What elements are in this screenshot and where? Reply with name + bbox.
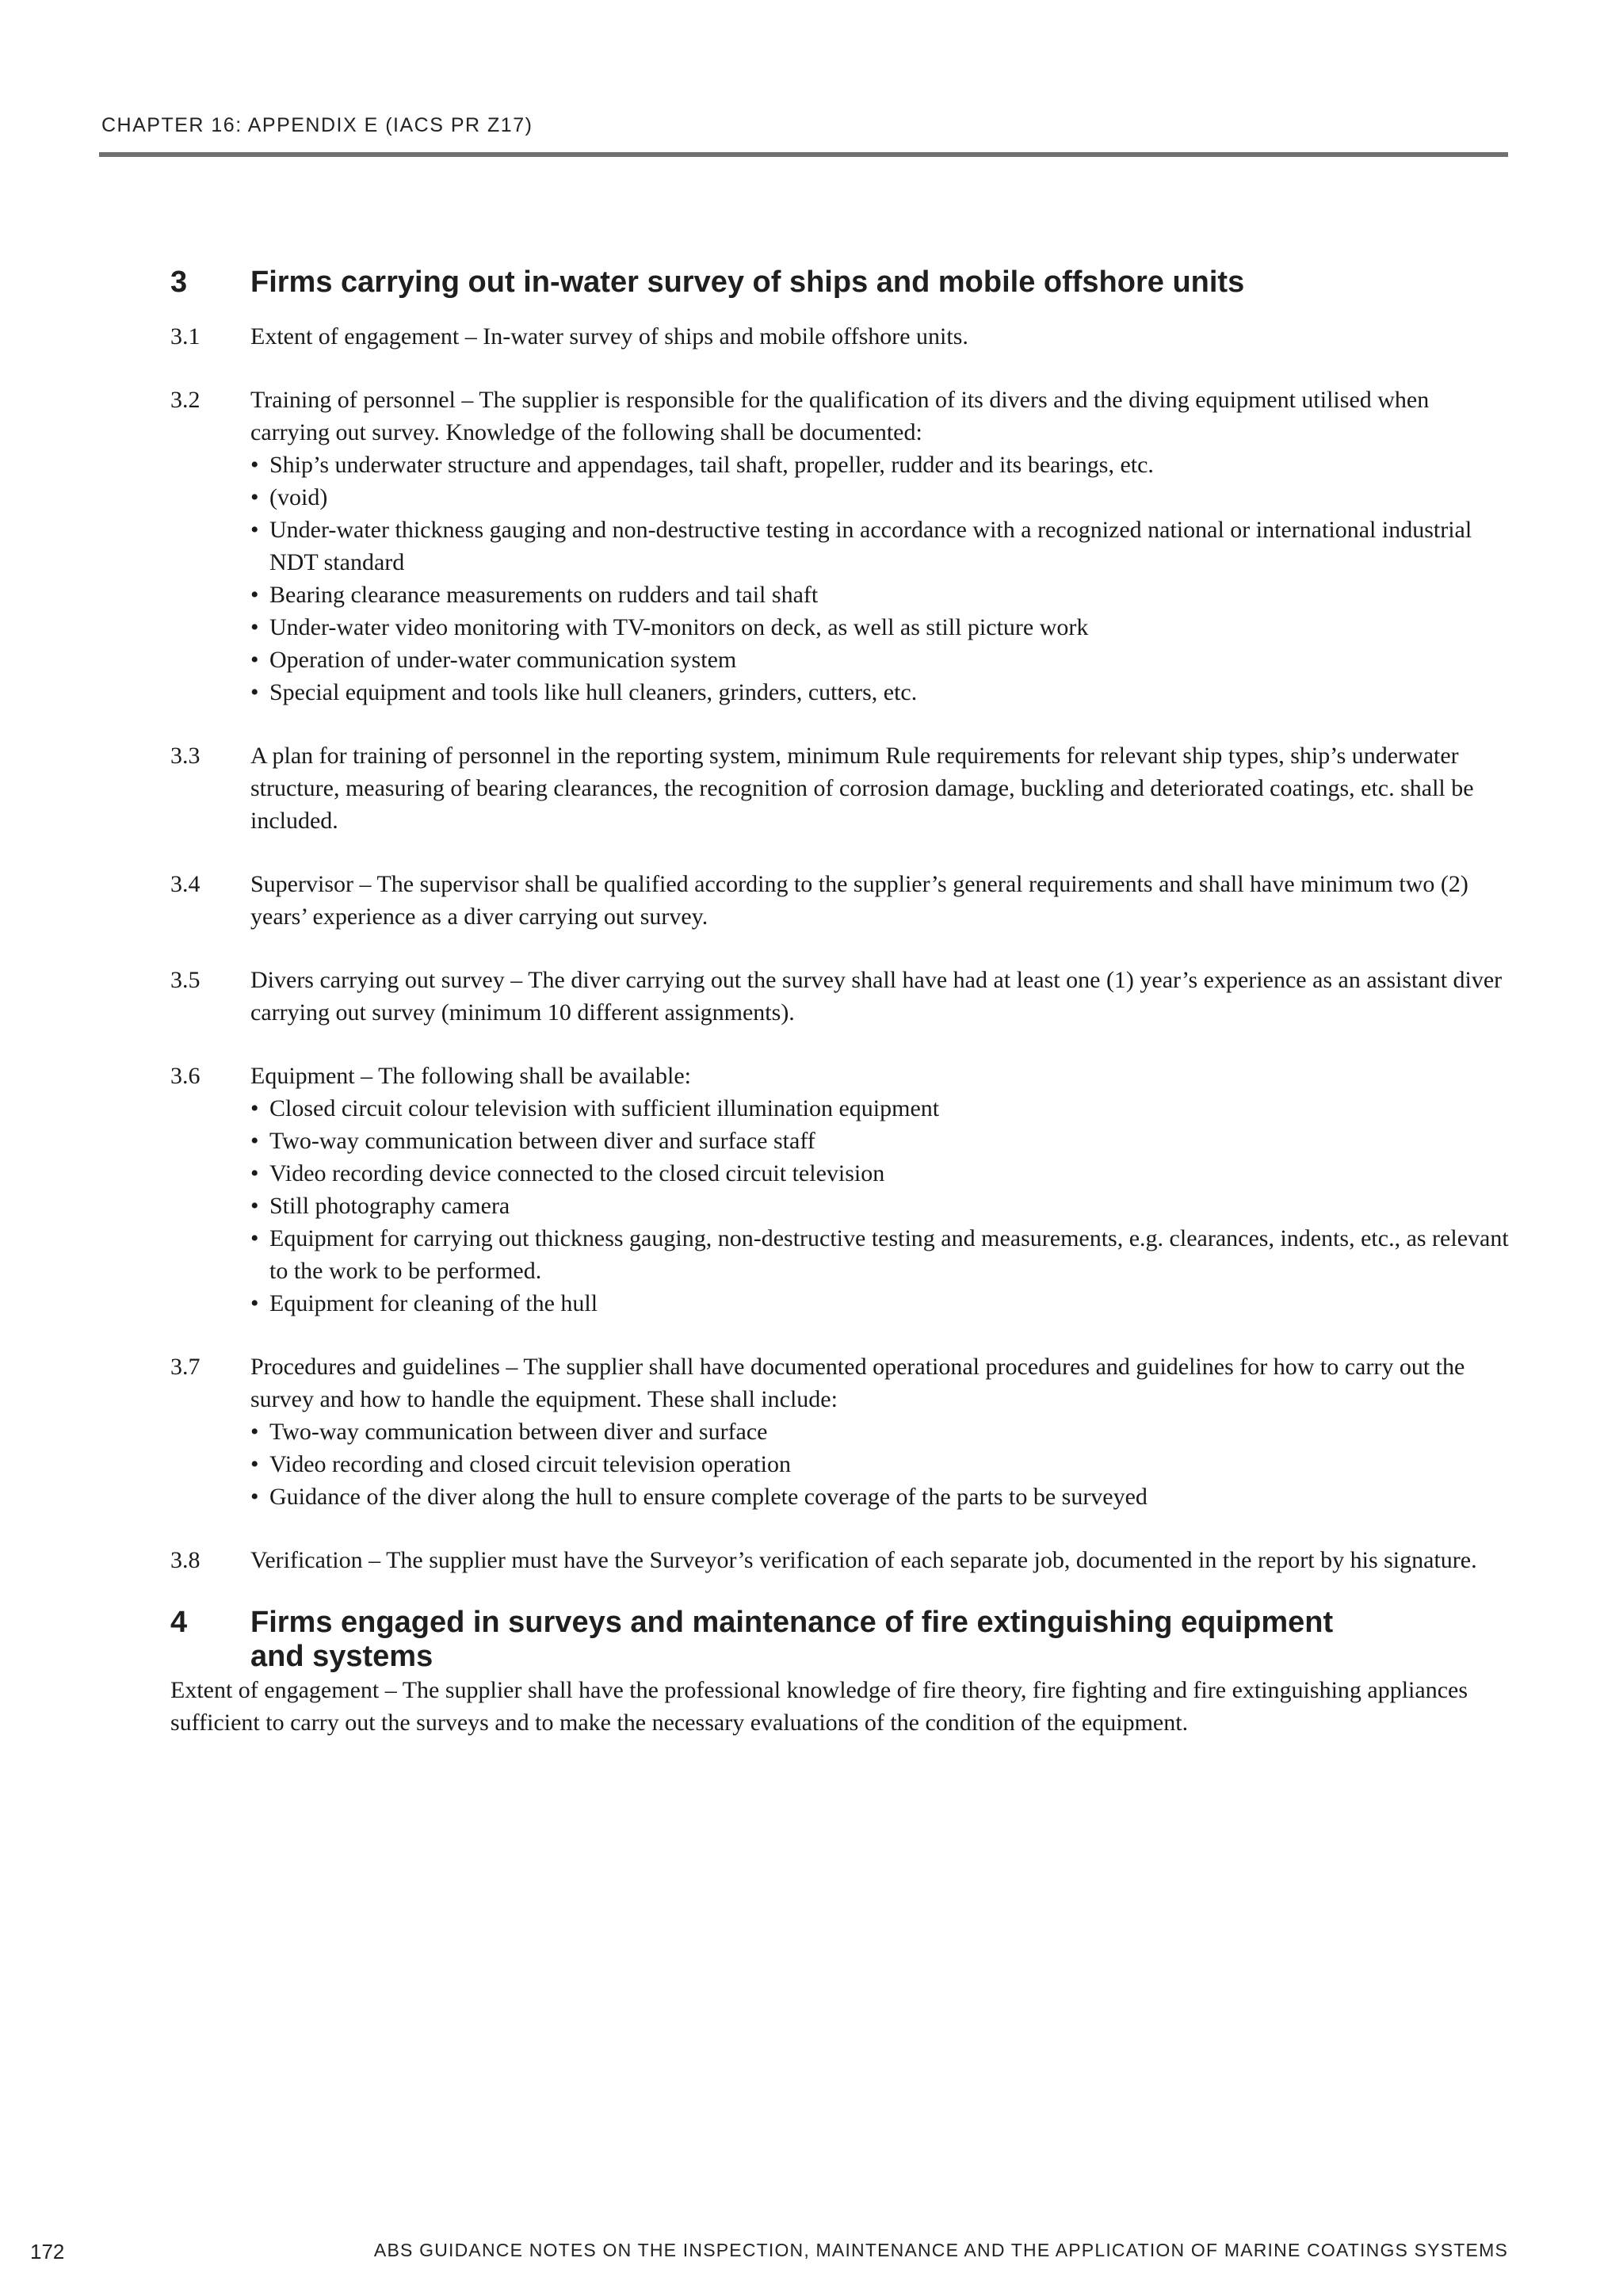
clause-3-3 (170, 739, 1510, 837)
list-item: • Closed circuit colour television with sufficient illumination equipment (250, 1092, 1510, 1125)
list-item: • Two-way communication between diver and surface staff (250, 1125, 1510, 1157)
list-item: • Ship’s underwater structure and appendages, tail shaft, propeller, rudder and its bearings, etc. (250, 449, 1510, 481)
list-item: • Special equipment and tools like hull cleaners, grinders, cutters, etc. (250, 676, 1510, 709)
page-number: 172 (30, 2240, 65, 2264)
bullet-list (250, 1415, 1510, 1513)
list-item: • Video recording and closed circuit television operation (250, 1448, 1510, 1480)
list-item: • (void) (250, 481, 1510, 514)
bullet-list (250, 449, 1510, 709)
list-item: • Under-water video monitoring with TV-monitors on deck, as well as still picture work (250, 611, 1510, 644)
main-content (170, 266, 1510, 1739)
clause-text: Extent of engagement – In-water survey of ships and mobile offshore units. (250, 323, 968, 350)
list-item: • Video recording device connected to the closed circuit television (250, 1157, 1510, 1190)
publication-title: ABS GUIDANCE NOTES ON THE INSPECTION, MAINTENANCE AND THE APPLICATION OF MARINE COATINGS SYSTEMS (373, 2240, 1508, 2260)
clause-number: 3.2 (170, 387, 200, 413)
clause-text: Equipment – The following shall be available: (250, 1063, 691, 1089)
clause-3-2 (170, 384, 1510, 709)
list-item: • Operation of under-water communication system (250, 644, 1510, 676)
clause-3-8 (170, 1544, 1510, 1576)
clause-text: Supervisor – The supervisor shall be qualified according to the supplier’s general requirements and shall have minimum two (2) years’ experience as a diver carrying out survey. (250, 871, 1468, 930)
running-head: CHAPTER 16: APPENDIX E (IACS PR Z17) (101, 114, 533, 136)
list-item: • Under-water thickness gauging and non-destructive testing in accordance with a recognized national or international industrial NDT standard (250, 514, 1510, 579)
list-item: • Two-way communication between diver and surface (250, 1415, 1510, 1448)
section-number: 4 (170, 1606, 188, 1639)
clause-text: Divers carrying out survey – The diver carrying out the survey shall have had at least one (1) year’s experience as an assistant diver carrying out survey (minimum 10 different assignments). (250, 967, 1503, 1026)
section-title-line: and systems (250, 1640, 433, 1673)
clause-3-1 (170, 320, 1510, 353)
clause-text: Training of personnel – The supplier is responsible for the qualification of its divers and the diving equipment utilised when carrying out survey. Knowledge of the following shall be documented: (250, 387, 1430, 445)
clause-number: 3.3 (170, 743, 200, 769)
clause-text: Verification – The supplier must have the Surveyor’s verification of each separate job, documented in the report by his signature. (250, 1547, 1477, 1573)
header-rule (99, 152, 1508, 157)
clause-number: 3.6 (170, 1063, 200, 1089)
clause-3-5 (170, 964, 1510, 1029)
list-item: • Still photography camera (250, 1190, 1510, 1222)
clause-number: 3.5 (170, 967, 200, 993)
clause-3-6 (170, 1060, 1510, 1320)
section-4-text: Extent of engagement – The supplier shall have the professional knowledge of fire theory, fire fighting and fire extinguishing appliances sufficient to carry out the surveys and to make the necessary evaluations of the condition of the equipment. (170, 1677, 1468, 1736)
clause-number: 3.7 (170, 1354, 200, 1380)
section-number: 3 (170, 266, 188, 299)
section-3-heading (170, 266, 1510, 300)
clause-number: 3.8 (170, 1547, 200, 1573)
list-item: • Guidance of the diver along the hull to ensure complete coverage of the parts to be surveyed (250, 1480, 1510, 1513)
bullet-list (250, 1092, 1510, 1320)
list-item: • Equipment for cleaning of the hull (250, 1287, 1510, 1320)
section-title (250, 1606, 1510, 1674)
section-title-line: Firms engaged in surveys and maintenance of fire extinguishing equipment (250, 1606, 1334, 1639)
list-item: • Equipment for carrying out thickness gauging, non-destructive testing and measurements, e.g. clearances, indents, etc., as relevant to the work to be performed. (250, 1222, 1510, 1287)
clause-number: 3.1 (170, 323, 200, 350)
section-title: Firms carrying out in-water survey of ships and mobile offshore units (250, 266, 1245, 299)
clause-3-4 (170, 868, 1510, 933)
section-4-heading (170, 1606, 1510, 1674)
list-item: • Bearing clearance measurements on rudders and tail shaft (250, 579, 1510, 611)
clause-3-7 (170, 1350, 1510, 1513)
clause-text: Procedures and guidelines – The supplier shall have documented operational procedures and guidelines for how to carry out the survey and how to handle the equipment. These shall include: (250, 1354, 1465, 1412)
clause-text: A plan for training of personnel in the reporting system, minimum Rule requirements for relevant ship types, ship’s underwater structure, measuring of bearing clearances, the recognition of corrosion damage, buckling and deteriorated coatings, etc. shall be included. (250, 743, 1474, 834)
clause-number: 3.4 (170, 871, 200, 897)
